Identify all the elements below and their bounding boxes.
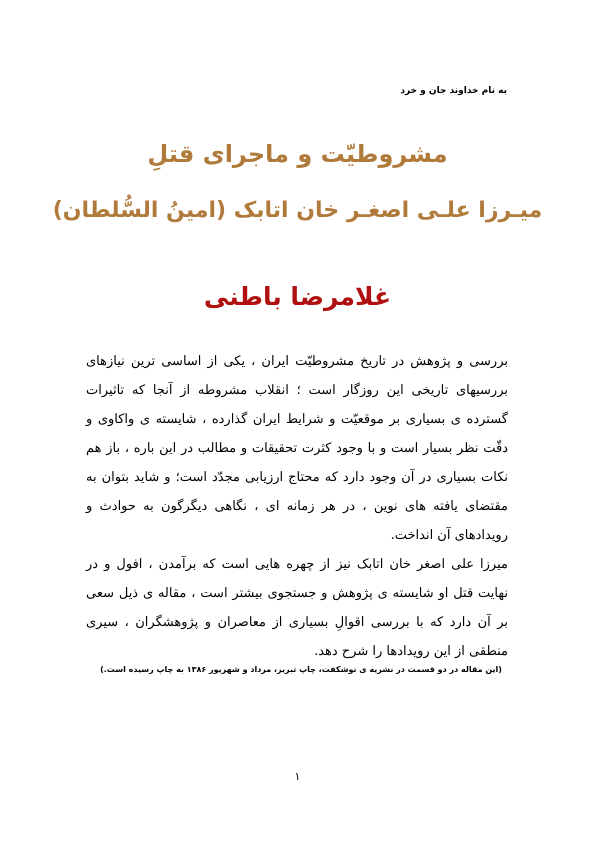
publication-note: (این مقاله در دو قسمت در نشریه ی نوشکفت، چاپ تبریز، مرداد و شهریور ۱۳۸۶ به چاپ رسیده است.) xyxy=(100,665,502,674)
page-number: ۱ xyxy=(294,770,301,783)
invocation-line: به نام خداوند جان و خرد xyxy=(400,86,507,96)
author-name: غلامرضا باطنی xyxy=(203,282,392,311)
body-paragraph-1: بررسی و پژوهش در تاریخ مشروطیّت ایران ، یکی از اساسی ترین نیازهای بررسیهای تاریخی این روزگار است ؛ انقلاب مشروطه از آنجا که تاثیرات گسترده ی بسیاری بر موقعیّت و شرایط ایران گذارده ، شایسته ی واکاوی و دقّت نظر بسیار است و با وجود کثرت تحقیقات و مطالب در این باره ، باز هم نکات بسیاری در آن وجود دارد که محتاج ارزیابی مجدّد است؛ و شاید بتوان به مقتضای یافته های نوین ، در هر زمانه ای ، نگاهی دیگرگون به حوادث و رویدادهای آن انداخت. xyxy=(86,354,508,543)
article-body xyxy=(86,347,508,666)
title-line-2: میـرزا علـی اصغـر خان اتابک (امینُ السُّلطان) xyxy=(52,198,543,223)
title-line-1: مشروطیّت و ماجرای قتلِ xyxy=(147,140,448,168)
body-paragraph-2: میرزا علی اصغر خان اتابک نیز از چهره هایی است که برآمدن ، افول و در نهایت قتل او شایسته ی پژوهش و جستجوی بیشتر است ، مقاله ی ذیل سعی بر آن دارد که با بررسی اقوالِ بسیاری از معاصران و پژوهشگران ، سیری منطقی از این رویدادها را شرح دهد. xyxy=(86,557,508,659)
